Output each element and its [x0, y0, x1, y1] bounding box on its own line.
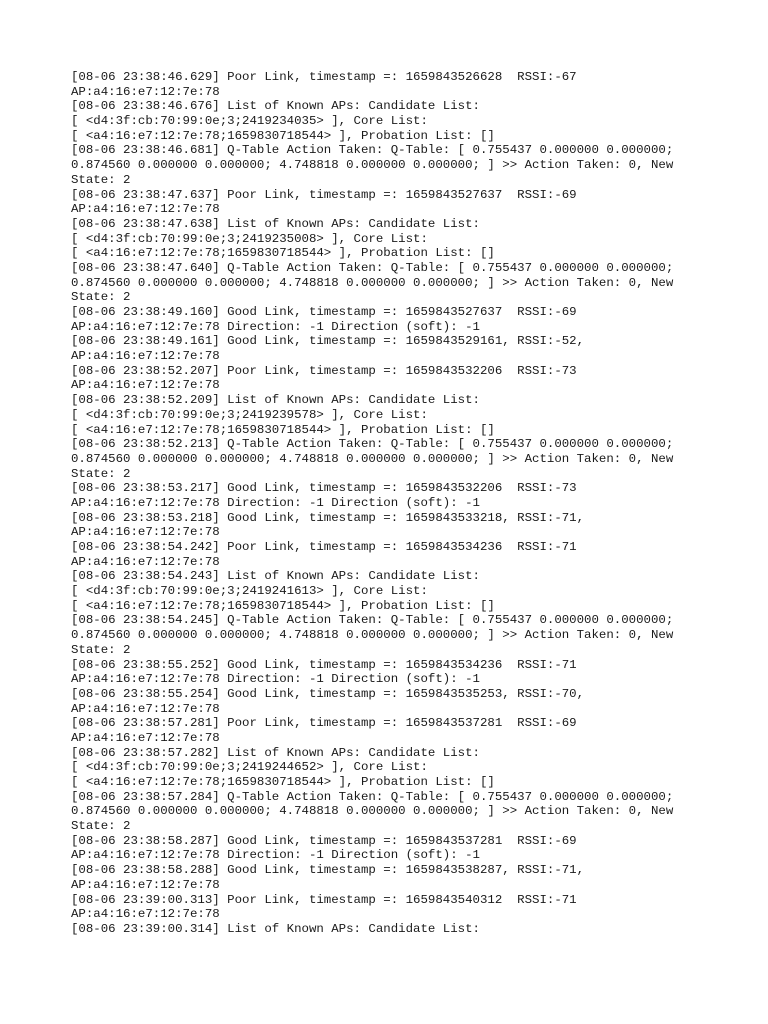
log-line: State: 2 — [71, 642, 131, 657]
log-line: [ <a4:16:e7:12:7e:78;1659830718544> ], Probation List: [] — [71, 775, 495, 789]
log-line: AP:a4:16:e7:12:7e:78 — [71, 907, 220, 922]
log-line: [08-06 23:38:58.287] Good Link, timestamp =: 1659843537281 RSSI:-69 — [71, 833, 577, 848]
log-line: [08-06 23:38:52.209] List of Known APs: Candidate List: — [71, 393, 480, 408]
log-line: [ <a4:16:e7:12:7e:78;1659830718544> ], Probation List: [] — [71, 128, 495, 143]
log-line: [08-06 23:38:52.213] Q-Table Action Taken: Q-Table: [ 0.755437 0.000000 0.000000; — [71, 437, 674, 452]
log-line: [08-06 23:38:46.681] Q-Table Action Taken: Q-Table: [ 0.755437 0.000000 0.000000; — [71, 143, 674, 158]
log-line: [08-06 23:38:57.281] Poor Link, timestamp =: 1659843537281 RSSI:-69 — [71, 716, 577, 731]
log-line: [08-06 23:38:57.282] List of Known APs: Candidate List: — [71, 745, 480, 760]
log-line: [08-06 23:38:46.629] Poor Link, timestamp =: 1659843526628 RSSI:-67 — [71, 70, 577, 84]
log-line: [08-06 23:38:46.676] List of Known APs: Candidate List: — [71, 99, 480, 114]
log-line: [ <d4:3f:cb:70:99:0e;3;2419235008> ], Core List: — [71, 231, 428, 246]
log-line: AP:a4:16:e7:12:7e:78 — [71, 202, 220, 217]
log-line: AP:a4:16:e7:12:7e:78 Direction: -1 Direction (soft): -1 — [71, 848, 480, 863]
log-line: 0.874560 0.000000 0.000000; 4.748818 0.000000 0.000000; ] >> Action Taken: 0, New — [71, 628, 674, 643]
log-line: [08-06 23:39:00.314] List of Known APs: Candidate List: — [71, 921, 480, 936]
log-line: AP:a4:16:e7:12:7e:78 — [71, 349, 220, 364]
log-line: AP:a4:16:e7:12:7e:78 — [71, 701, 220, 716]
log-line: State: 2 — [71, 290, 131, 305]
log-line: [08-06 23:38:47.638] List of Known APs: Candidate List: — [71, 216, 480, 231]
log-line: [ <d4:3f:cb:70:99:0e;3;2419241613> ], Core List: — [71, 584, 428, 599]
log-document — [71, 70, 761, 937]
log-line: [ <d4:3f:cb:70:99:0e;3;2419234035> ], Core List: — [71, 114, 428, 129]
log-line: State: 2 — [71, 819, 131, 834]
log-line: 0.874560 0.000000 0.000000; 4.748818 0.000000 0.000000; ] >> Action Taken: 0, New — [71, 158, 674, 173]
log-line: 0.874560 0.000000 0.000000; 4.748818 0.000000 0.000000; ] >> Action Taken: 0, New — [71, 275, 674, 290]
log-line: [ <a4:16:e7:12:7e:78;1659830718544> ], Probation List: [] — [71, 422, 495, 437]
log-line: AP:a4:16:e7:12:7e:78 — [71, 84, 220, 99]
log-line: [08-06 23:39:00.313] Poor Link, timestamp =: 1659843540312 RSSI:-71 — [71, 892, 577, 907]
log-line: [08-06 23:38:53.217] Good Link, timestamp =: 1659843532206 RSSI:-73 — [71, 481, 577, 496]
log-line: [08-06 23:38:55.252] Good Link, timestamp =: 1659843534236 RSSI:-71 — [71, 657, 577, 672]
log-line: AP:a4:16:e7:12:7e:78 — [71, 730, 220, 745]
log-line: AP:a4:16:e7:12:7e:78 Direction: -1 Direction (soft): -1 — [71, 319, 480, 334]
log-line: AP:a4:16:e7:12:7e:78 — [71, 378, 220, 393]
log-line: [ <d4:3f:cb:70:99:0e;3;2419239578> ], Core List: — [71, 407, 428, 422]
log-line: [08-06 23:38:49.161] Good Link, timestamp =: 1659843529161, RSSI:-52, — [71, 334, 585, 349]
log-line: [08-06 23:38:47.637] Poor Link, timestamp =: 1659843527637 RSSI:-69 — [71, 187, 577, 202]
log-line: [08-06 23:38:49.160] Good Link, timestamp =: 1659843527637 RSSI:-69 — [71, 305, 577, 319]
log-line: [ <a4:16:e7:12:7e:78;1659830718544> ], Probation List: [] — [71, 246, 495, 261]
log-line: [08-06 23:38:54.243] List of Known APs: Candidate List: — [71, 569, 480, 584]
log-line: State: 2 — [71, 172, 131, 187]
log-line: [08-06 23:38:52.207] Poor Link, timestamp =: 1659843532206 RSSI:-73 — [71, 363, 577, 378]
log-line: AP:a4:16:e7:12:7e:78 — [71, 877, 220, 892]
log-line: State: 2 — [71, 466, 131, 481]
log-line: [08-06 23:38:58.288] Good Link, timestamp =: 1659843538287, RSSI:-71, — [71, 863, 585, 878]
log-line: [08-06 23:38:47.640] Q-Table Action Taken: Q-Table: [ 0.755437 0.000000 0.000000; — [71, 260, 674, 275]
log-line: [08-06 23:38:54.242] Poor Link, timestamp =: 1659843534236 RSSI:-71 — [71, 540, 577, 554]
log-line: AP:a4:16:e7:12:7e:78 — [71, 554, 220, 569]
log-line: [08-06 23:38:53.218] Good Link, timestamp =: 1659843533218, RSSI:-71, — [71, 510, 585, 525]
log-line: AP:a4:16:e7:12:7e:78 — [71, 525, 220, 540]
log-line: [ <d4:3f:cb:70:99:0e;3;2419244652> ], Core List: — [71, 760, 428, 775]
log-line: AP:a4:16:e7:12:7e:78 Direction: -1 Direction (soft): -1 — [71, 495, 480, 510]
log-line: [08-06 23:38:54.245] Q-Table Action Taken: Q-Table: [ 0.755437 0.000000 0.000000; — [71, 613, 674, 628]
log-line: [08-06 23:38:57.284] Q-Table Action Taken: Q-Table: [ 0.755437 0.000000 0.000000; — [71, 789, 674, 804]
log-line: [ <a4:16:e7:12:7e:78;1659830718544> ], Probation List: [] — [71, 598, 495, 613]
log-line: 0.874560 0.000000 0.000000; 4.748818 0.000000 0.000000; ] >> Action Taken: 0, New — [71, 804, 674, 819]
log-line: [08-06 23:38:55.254] Good Link, timestamp =: 1659843535253, RSSI:-70, — [71, 686, 585, 701]
log-line: 0.874560 0.000000 0.000000; 4.748818 0.000000 0.000000; ] >> Action Taken: 0, New — [71, 451, 674, 466]
log-line: AP:a4:16:e7:12:7e:78 Direction: -1 Direction (soft): -1 — [71, 672, 480, 687]
